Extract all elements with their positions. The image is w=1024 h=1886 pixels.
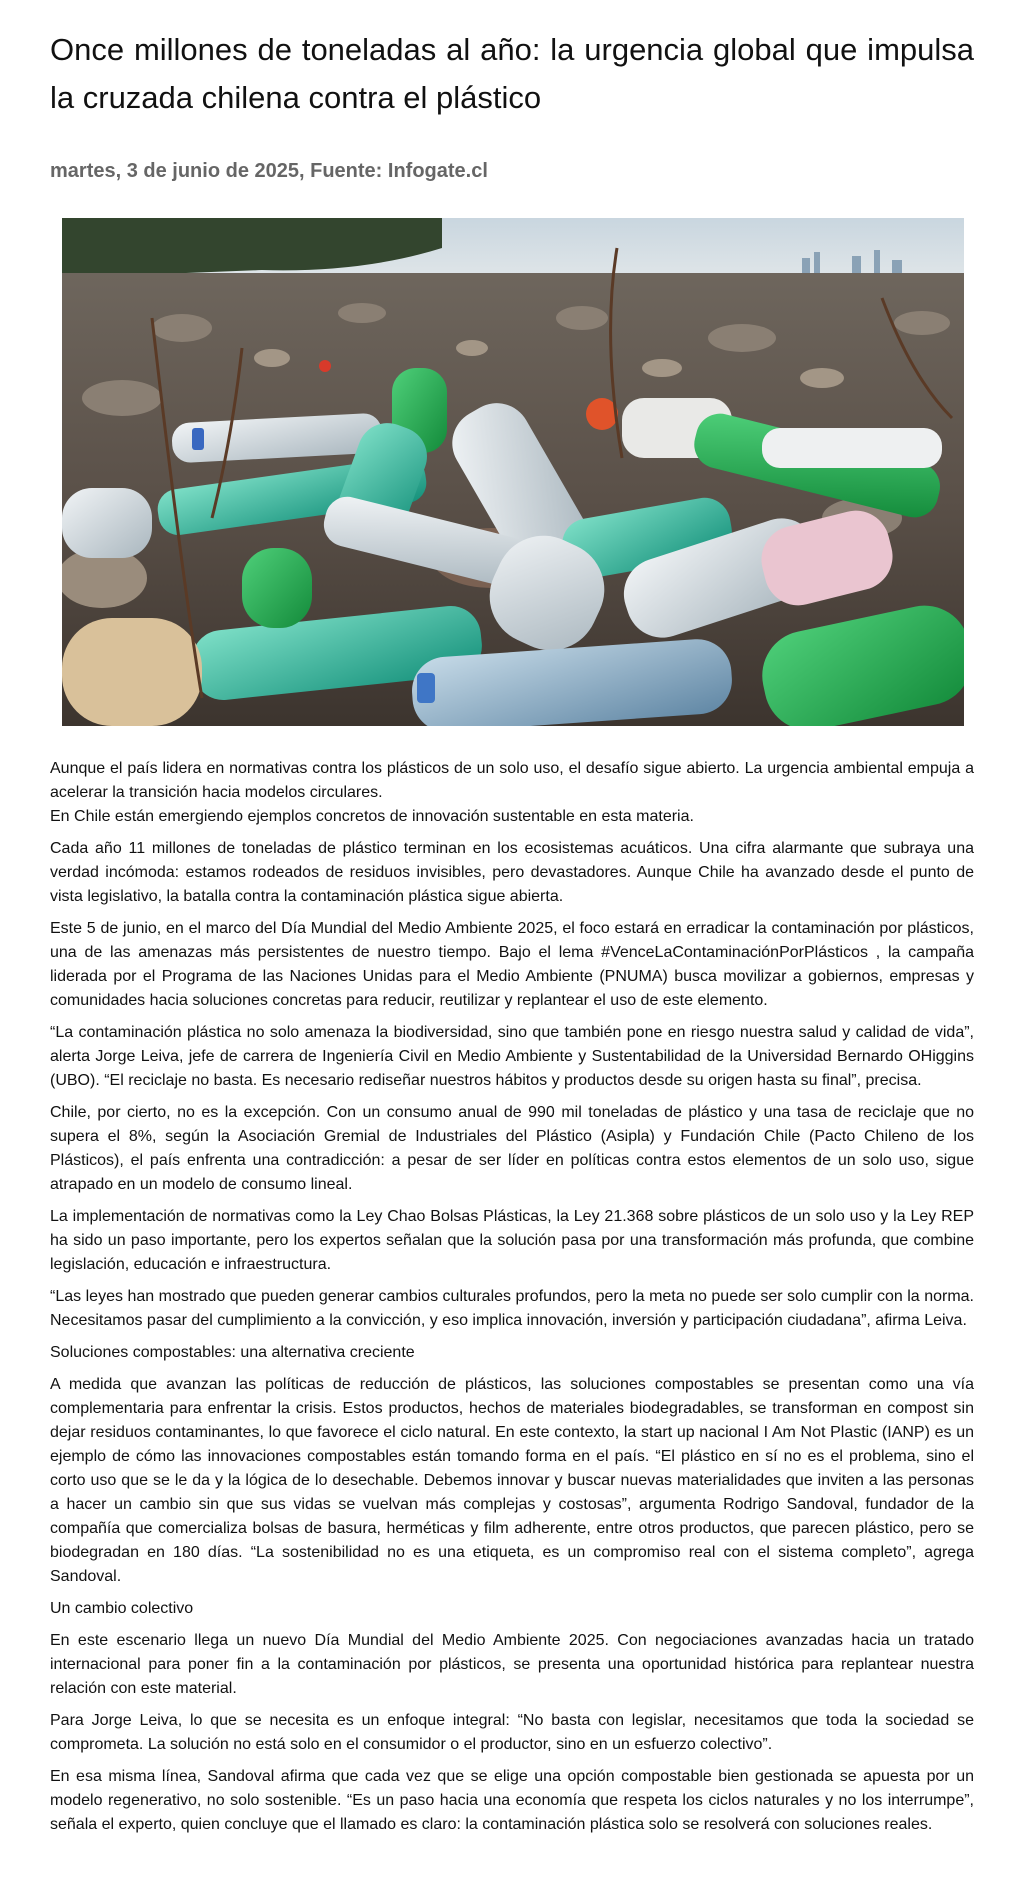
article-title: Once millones de toneladas al año: la urgencia global que impulsa la cruzada chilena contra el plástico xyxy=(50,32,974,115)
paragraph-9: Para Jorge Leiva, lo que se necesita es un enfoque integral: “No basta con legislar, necesitamos que toda la sociedad se comprometa. La solución no está solo en el consumidor o el productor, sino en un esfuerzo colectivo”. xyxy=(50,1712,974,1753)
section-heading-compostables: Soluciones compostables: una alternativa creciente xyxy=(50,1344,415,1361)
paragraph-4: Chile, por cierto, no es la excepción. Con un consumo anual de 990 mil toneladas de plástico y una tasa de reciclaje que no supera el 8%, según la Asociación Gremial de Industriales del Plástico (Asipla) y Fundación Chile (Pacto Chileno de los Plásticos), el país enfrenta una contradicción: a pesar de ser líder en políticas contra estos elementos de un solo uso, sigue atrapado en un modelo de consumo lineal. xyxy=(50,1104,974,1193)
paragraph-3: “La contaminación plástica no solo amenaza la biodiversidad, sino que también pone en riesgo nuestra salud y calidad de vida”, alerta Jorge Leiva, jefe de carrera de Ingeniería Civil en Medio Ambiente y Sustentabilidad de la Universidad Bernardo OHiggins (UBO). “El reciclaje no basta. Es necesario rediseñar nuestros hábitos y productos desde su origen hasta su final”, precisa. xyxy=(50,1024,974,1089)
article-intro xyxy=(50,757,974,829)
paragraph-7: A medida que avanzan las políticas de reducción de plásticos, las soluciones compostables se presentan como una vía complementaria para enfrentar la crisis. Estos productos, hechos de materiales biodegradables, se transforman en compost sin dejar residuos contaminantes, lo que favorece el ciclo natural. En este contexto, la start up nacional I Am Not Plastic (IANP) es un ejemplo de cómo las innovaciones compostables están tomando forma en el país. “El plástico en sí no es el problema, sino el corto uso que se le da y la lógica de lo desechable. Debemos innovar y buscar nuevas materialidades que inviten a las personas a hacer un cambio sin que sus vidas se vuelvan más complejas y costosas”, argumenta Rodrigo Sandoval, fundador de la compañía que comercializa bolsas de basura, herméticas y film adherente, entre otros productos, que parecen plástico, pero se biodegradan en 180 días. “La sostenibilidad no es una etiqueta, es un compromiso real con el sistema completo”, agrega Sandoval. xyxy=(50,1376,974,1585)
intro-line-1: Aunque el país lidera en normativas contra los plásticos de un solo uso, el desafío sigue abierto. La urgencia ambiental empuja a acelerar la transición hacia modelos circulares. xyxy=(50,760,974,801)
paragraph-2: Este 5 de junio, en el marco del Día Mundial del Medio Ambiente 2025, el foco estará en erradicar la contaminación por plásticos, una de las amenazas más persistentes de nuestro tiempo. Bajo el lema #VenceLaContaminaciónPorPlásticos , la campaña liderada por el Programa de las Naciones Unidas para el Medio Ambiente (PNUMA) busca movilizar a gobiernos, empresas y comunidades hacia soluciones concretas para reducir, reutilizar y replantear el uso de este elemento. xyxy=(50,920,974,1009)
paragraph-10: En esa misma línea, Sandoval afirma que cada vez que se elige una opción compostable bien gestionada se apuesta por un modelo regenerativo, no solo sostenible. “Es un paso hacia una economía que respeta los ciclos naturales y no los interrumpe”, señala el experto, quien concluye que el llamado es claro: la contaminación plástica solo se resolverá con soluciones reales. xyxy=(50,1768,974,1833)
article-image xyxy=(62,218,964,726)
section-heading-cambio-colectivo: Un cambio colectivo xyxy=(50,1600,194,1617)
article-meta: martes, 3 de junio de 2025, Fuente: Infogate.cl xyxy=(50,160,488,182)
paragraph-8: En este escenario llega un nuevo Día Mundial del Medio Ambiente 2025. Con negociaciones avanzadas hacia un tratado internacional para poner fin a la contaminación por plásticos, se presenta una oportunidad histórica para replantear nuestra relación con este material. xyxy=(50,1632,974,1697)
paragraph-1: Cada año 11 millones de toneladas de plástico terminan en los ecosistemas acuáticos. Una cifra alarmante que subraya una verdad incómoda: estamos rodeados de residuos invisibles, pero devastadores. Aunque Chile ha avanzado desde el punto de vista legislativo, la batalla contra la contaminación plástica sigue abierta. xyxy=(50,840,974,905)
article-body xyxy=(50,757,974,1837)
intro-line-2: En Chile están emergiendo ejemplos concretos de innovación sustentable en esta materia. xyxy=(50,808,694,825)
paragraph-5: La implementación de normativas como la Ley Chao Bolsas Plásticas, la Ley 21.368 sobre plásticos de un solo uso y la Ley REP ha sido un paso importante, pero los expertos señalan que la solución pasa por una transformación más profunda, que combine legislación, educación e infraestructura. xyxy=(50,1208,974,1273)
paragraph-6: “Las leyes han mostrado que pueden generar cambios culturales profundos, pero la meta no puede ser solo cumplir con la norma. Necesitamos pasar del cumplimiento a la convicción, y eso implica innovación, inversión y participación ciudadana”, afirma Leiva. xyxy=(50,1288,974,1329)
photo-icon xyxy=(62,218,964,726)
